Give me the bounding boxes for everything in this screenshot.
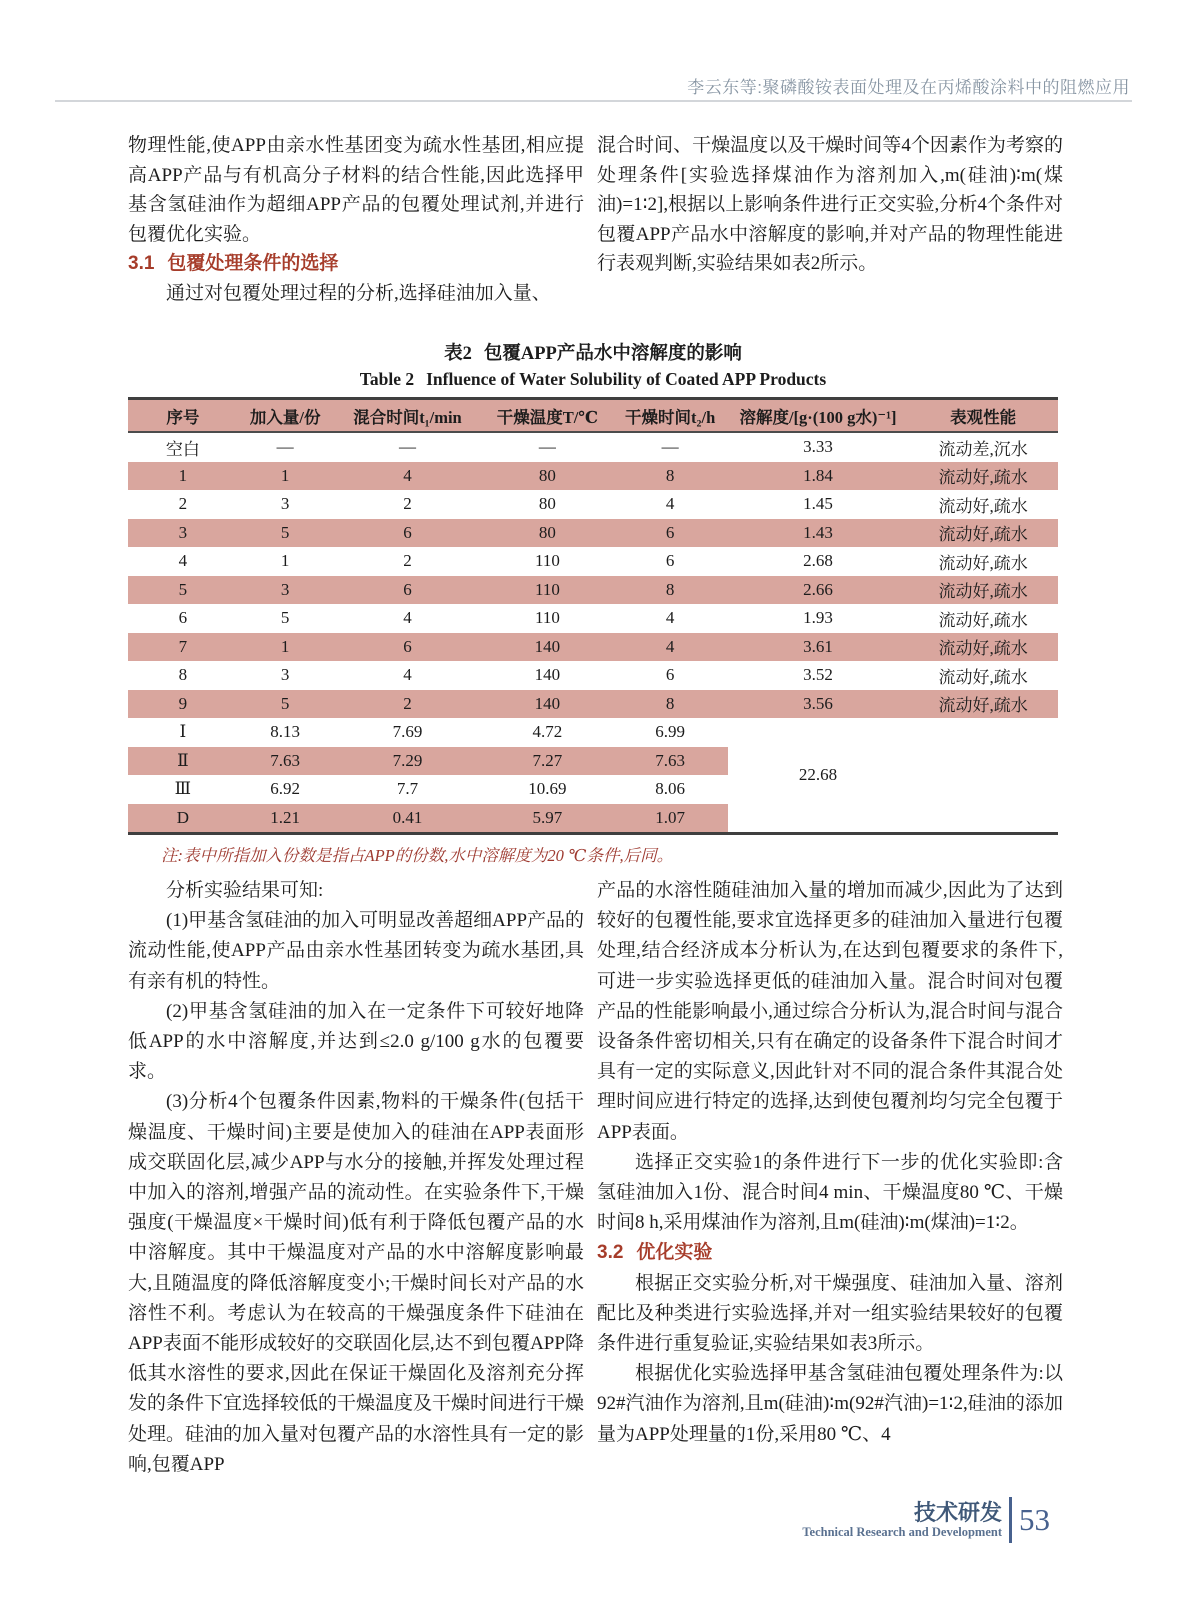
table-row bbox=[128, 690, 1058, 719]
column-header: 加入量/份 bbox=[238, 399, 333, 433]
table-cell: 3.33 bbox=[728, 432, 908, 462]
paragraph: (1)甲基含氢硅油的加入可明显改善超细APP产品的流动性能,使APP产品由亲水性基团转变为疏水基团,具有亲有机的特性。 bbox=[128, 910, 585, 992]
table-cell: 1.07 bbox=[613, 804, 728, 834]
column-header: 表观性能 bbox=[908, 399, 1058, 433]
running-head: 李云东等:聚磷酸铵表面处理及在丙烯酸涂料中的阻燃应用 bbox=[687, 78, 1130, 97]
table-cell: 流动好,疏水 bbox=[908, 547, 1058, 576]
table-cell: 4 bbox=[333, 604, 483, 633]
table-cell: 6 bbox=[613, 661, 728, 690]
table-block bbox=[128, 339, 1058, 883]
table-cell: 6.99 bbox=[613, 718, 728, 747]
table-cell: 2 bbox=[333, 547, 483, 576]
table-cell: 7.27 bbox=[482, 747, 612, 776]
table-cell: 8.06 bbox=[613, 775, 728, 804]
table-cell: 3.61 bbox=[728, 633, 908, 662]
table-row bbox=[128, 661, 1058, 690]
table-cell: 140 bbox=[482, 690, 612, 719]
table-cell: 流动好,疏水 bbox=[908, 633, 1058, 662]
table-cell: 5 bbox=[238, 690, 333, 719]
column-header: 溶解度/[g·(100 g水)⁻¹] bbox=[728, 399, 908, 433]
table-cell: 流动好,疏水 bbox=[908, 490, 1058, 519]
table-cell: 8 bbox=[613, 576, 728, 605]
table-title-en bbox=[128, 369, 1058, 390]
table-cell: 0.41 bbox=[333, 804, 483, 834]
table-cell: Ⅰ bbox=[128, 718, 238, 747]
table-cell: 6 bbox=[333, 576, 483, 605]
table-cell: 110 bbox=[482, 576, 612, 605]
table-cell: 110 bbox=[482, 547, 612, 576]
table-cell: 3 bbox=[238, 576, 333, 605]
table-cell: 空白 bbox=[128, 432, 238, 462]
table-row bbox=[128, 462, 1058, 491]
section-heading-3-2 bbox=[597, 1238, 1063, 1268]
table-cell: 4 bbox=[613, 490, 728, 519]
table-cell: 2 bbox=[128, 490, 238, 519]
column-bottom-right bbox=[597, 876, 1063, 1450]
table-cell: 9 bbox=[128, 690, 238, 719]
table-cell: 5 bbox=[238, 604, 333, 633]
table-cell: 流动好,疏水 bbox=[908, 519, 1058, 548]
page-footer bbox=[802, 1497, 1050, 1543]
table-note: 注:表中所指加入份数是指占APP的份数,水中溶解度为20 ℃条件,后同。 bbox=[161, 846, 674, 865]
table-cell: 6 bbox=[613, 547, 728, 576]
table-cell: 8 bbox=[613, 462, 728, 491]
table-cell: 6 bbox=[613, 519, 728, 548]
table-row bbox=[128, 604, 1058, 633]
table-caption-zh: 包覆APP产品水中溶解度的影响 bbox=[483, 344, 742, 364]
table-row bbox=[128, 633, 1058, 662]
paragraph: 通过对包覆处理过程的分析,选择硅油加入量、 bbox=[166, 282, 551, 304]
table-cell: 流动差,沉水 bbox=[908, 432, 1058, 462]
column-top-left bbox=[128, 131, 584, 308]
table-cell: 3 bbox=[238, 490, 333, 519]
table-cell: Ⅱ bbox=[128, 747, 238, 776]
table-cell: 1 bbox=[238, 462, 333, 491]
table-cell: 7.69 bbox=[333, 718, 483, 747]
table-cell: 4.72 bbox=[482, 718, 612, 747]
column-header: 混合时间t₁/min bbox=[333, 399, 483, 433]
table-cell: 2.66 bbox=[728, 576, 908, 605]
table-cell: 5 bbox=[238, 519, 333, 548]
table-cell: 1.93 bbox=[728, 604, 908, 633]
table-cell: 4 bbox=[333, 661, 483, 690]
paragraph: 分析实验结果可知: bbox=[166, 880, 324, 901]
table-cell: 4 bbox=[613, 604, 728, 633]
table-cell: 140 bbox=[482, 633, 612, 662]
table-cell: 4 bbox=[613, 633, 728, 662]
column-top-right bbox=[597, 131, 1063, 279]
table-cell: 7 bbox=[128, 633, 238, 662]
table-cell: 5.97 bbox=[482, 804, 612, 834]
footer-divider bbox=[1009, 1497, 1012, 1543]
table-cell: — bbox=[613, 432, 728, 462]
paragraph: 根据正交实验分析,对干燥强度、硅油加入量、溶剂配比及种类进行实验选择,并对一组实验结果较好的包覆条件进行重复验证,实验结果如表3所示。 bbox=[597, 1272, 1063, 1355]
table-cell: 4 bbox=[128, 547, 238, 576]
table-cell: 6 bbox=[333, 519, 483, 548]
paragraph: 物理性能,使APP由亲水性基团变为疏水性基团,相应提高APP产品与有机高分子材料的结合性能,因此选择甲基含氢硅油作为超细APP产品的包覆处理试剂,并进行包覆优化实验。 bbox=[128, 135, 584, 245]
table-cell: 110 bbox=[482, 604, 612, 633]
table-row bbox=[128, 519, 1058, 548]
table-cell: 1.84 bbox=[728, 462, 908, 491]
footer-section bbox=[802, 1501, 1002, 1540]
table-cell: 7.63 bbox=[613, 747, 728, 776]
paragraph: (3)分析4个包覆条件因素,物料的干燥条件(包括干燥温度、干燥时间)主要是使加入的硅油在APP表面形成交联固化层,减少APP与水分的接触,并挥发处理过程中加入的溶剂,增强产品的流动性。在实验条件下,干燥强度(干燥温度×干燥时间)低有利于降低包覆产品的水中溶解度。其中干燥温度对产品的水中溶解度影响最大,且随温度的降低溶解度变小;干燥时间长对产品的水溶性不利。考虑认为在较高的干燥强度条件下硅油在APP表面不能形成较好的交联固化层,达不到包覆APP降低其水溶性的要求,因此在保证干燥固化及溶剂充分挥发的条件下宜选择较低的干燥温度及干燥时间进行干燥处理。硅油的加入量对包覆产品的水溶性具有一定的影响,包覆APP bbox=[128, 1091, 585, 1475]
section-number: 3.2 bbox=[597, 1242, 624, 1264]
table-title-zh bbox=[128, 339, 1058, 365]
solubility-table bbox=[128, 397, 1058, 835]
table-cell: 10.69 bbox=[482, 775, 612, 804]
table-cell: 80 bbox=[482, 519, 612, 548]
table-cell: 3 bbox=[128, 519, 238, 548]
table-caption-en: Influence of Water Solubility of Coated APP Products bbox=[426, 369, 827, 389]
table-cell: 2 bbox=[333, 690, 483, 719]
table-body bbox=[128, 432, 1058, 834]
table-row bbox=[128, 432, 1058, 462]
table-cell: 1.43 bbox=[728, 519, 908, 548]
column-header: 干燥时间t₂/h bbox=[613, 399, 728, 433]
table-cell: 3.56 bbox=[728, 690, 908, 719]
table-cell: 80 bbox=[482, 490, 612, 519]
column-bottom-left bbox=[128, 876, 584, 1480]
section-heading-3-1 bbox=[128, 249, 584, 279]
table-cell: 2 bbox=[333, 490, 483, 519]
section-number: 3.1 bbox=[128, 253, 155, 274]
table-cell: 流动好,疏水 bbox=[908, 462, 1058, 491]
table-cell: 7.7 bbox=[333, 775, 483, 804]
table-row bbox=[128, 490, 1058, 519]
table-cell: 6.92 bbox=[238, 775, 333, 804]
empty-cell bbox=[908, 718, 1058, 834]
paragraph: 混合时间、干燥温度以及干燥时间等4个因素作为考察的处理条件[实验选择煤油作为溶剂加入,m(硅油)∶m(煤油)=1∶2],根据以上影响条件进行正交实验,分析4个条件对包覆APP产品水中溶解度的影响,并对产品的物理性能进行表观判断,实验结果如表2所示。 bbox=[597, 135, 1063, 274]
table-header-row bbox=[128, 399, 1058, 433]
column-header: 干燥温度T/℃ bbox=[482, 399, 612, 433]
table-cell: 1 bbox=[238, 547, 333, 576]
table-cell: 流动好,疏水 bbox=[908, 576, 1058, 605]
table-label-en: Table 2 bbox=[359, 369, 415, 389]
table-cell: 7.29 bbox=[333, 747, 483, 776]
paragraph: 根据优化实验选择甲基含氢硅油包覆处理条件为:以92#汽油作为溶剂,且m(硅油)∶m(92#汽油)=1∶2,硅油的添加量为APP处理量的1份,采用80 ℃、4 bbox=[597, 1363, 1063, 1445]
table-cell: Ⅲ bbox=[128, 775, 238, 804]
table-cell: 6 bbox=[333, 633, 483, 662]
table-cell: 3 bbox=[238, 661, 333, 690]
table-cell: — bbox=[238, 432, 333, 462]
table-cell: 流动好,疏水 bbox=[908, 604, 1058, 633]
section-title: 包覆处理条件的选择 bbox=[167, 253, 339, 274]
paragraph: 产品的水溶性随硅油加入量的增加而减少,因此为了达到较好的包覆性能,要求宜选择更多的硅油加入量进行包覆处理,结合经济成本分析认为,在达到包覆要求的条件下,可进一步实验选择更低的硅油加入量。混合时间对包覆产品的性能影响最小,通过综合分析认为,混合时间与混合设备条件密切相关,只有在确定的设备条件下混合时间才具有一定的实际意义,因此针对不同的混合条件其混合处理时间应进行特定的选择,达到使包覆剂均匀完全包覆于APP表面。 bbox=[597, 880, 1063, 1143]
table-row bbox=[128, 547, 1058, 576]
column-header: 序号 bbox=[128, 399, 238, 433]
footer-section-en: Technical Research and Development bbox=[802, 1524, 1002, 1539]
table-cell: 8 bbox=[128, 661, 238, 690]
table-cell: 8 bbox=[613, 690, 728, 719]
table-cell: 1.21 bbox=[238, 804, 333, 834]
table-row bbox=[128, 576, 1058, 605]
footer-section-zh: 技术研发 bbox=[913, 1499, 1002, 1525]
paragraph: 选择正交实验1的条件进行下一步的优化实验即:含氢硅油加入1份、混合时间4 min、干燥温度80 ℃、干燥时间8 h,采用煤油作为溶剂,且m(硅油)∶m(煤油)=1∶2。 bbox=[597, 1151, 1063, 1234]
table-cell: 1 bbox=[238, 633, 333, 662]
table-cell: 1 bbox=[128, 462, 238, 491]
table-cell: 4 bbox=[333, 462, 483, 491]
table-cell: 8.13 bbox=[238, 718, 333, 747]
table-cell: 1.45 bbox=[728, 490, 908, 519]
merged-solubility-cell: 22.68 bbox=[728, 718, 908, 834]
table-cell: 流动好,疏水 bbox=[908, 690, 1058, 719]
table-cell: 80 bbox=[482, 462, 612, 491]
table-cell: 5 bbox=[128, 576, 238, 605]
table-row bbox=[128, 718, 1058, 747]
table-cell: 流动好,疏水 bbox=[908, 661, 1058, 690]
table-cell: — bbox=[482, 432, 612, 462]
table-cell: 6 bbox=[128, 604, 238, 633]
table-cell: — bbox=[333, 432, 483, 462]
page-number: 53 bbox=[1019, 1502, 1050, 1537]
table-cell: 7.63 bbox=[238, 747, 333, 776]
table-label-zh: 表2 bbox=[444, 344, 472, 364]
section-title: 优化实验 bbox=[636, 1242, 713, 1264]
paragraph: (2)甲基含氢硅油的加入在一定条件下可较好地降低APP的水中溶解度,并达到≤2.0 g/100 g水的包覆要求。 bbox=[128, 1000, 584, 1083]
table-cell: 2.68 bbox=[728, 547, 908, 576]
header-rule bbox=[55, 100, 1132, 102]
table-cell: 140 bbox=[482, 661, 612, 690]
table-cell: 3.52 bbox=[728, 661, 908, 690]
table-cell: D bbox=[128, 804, 238, 834]
